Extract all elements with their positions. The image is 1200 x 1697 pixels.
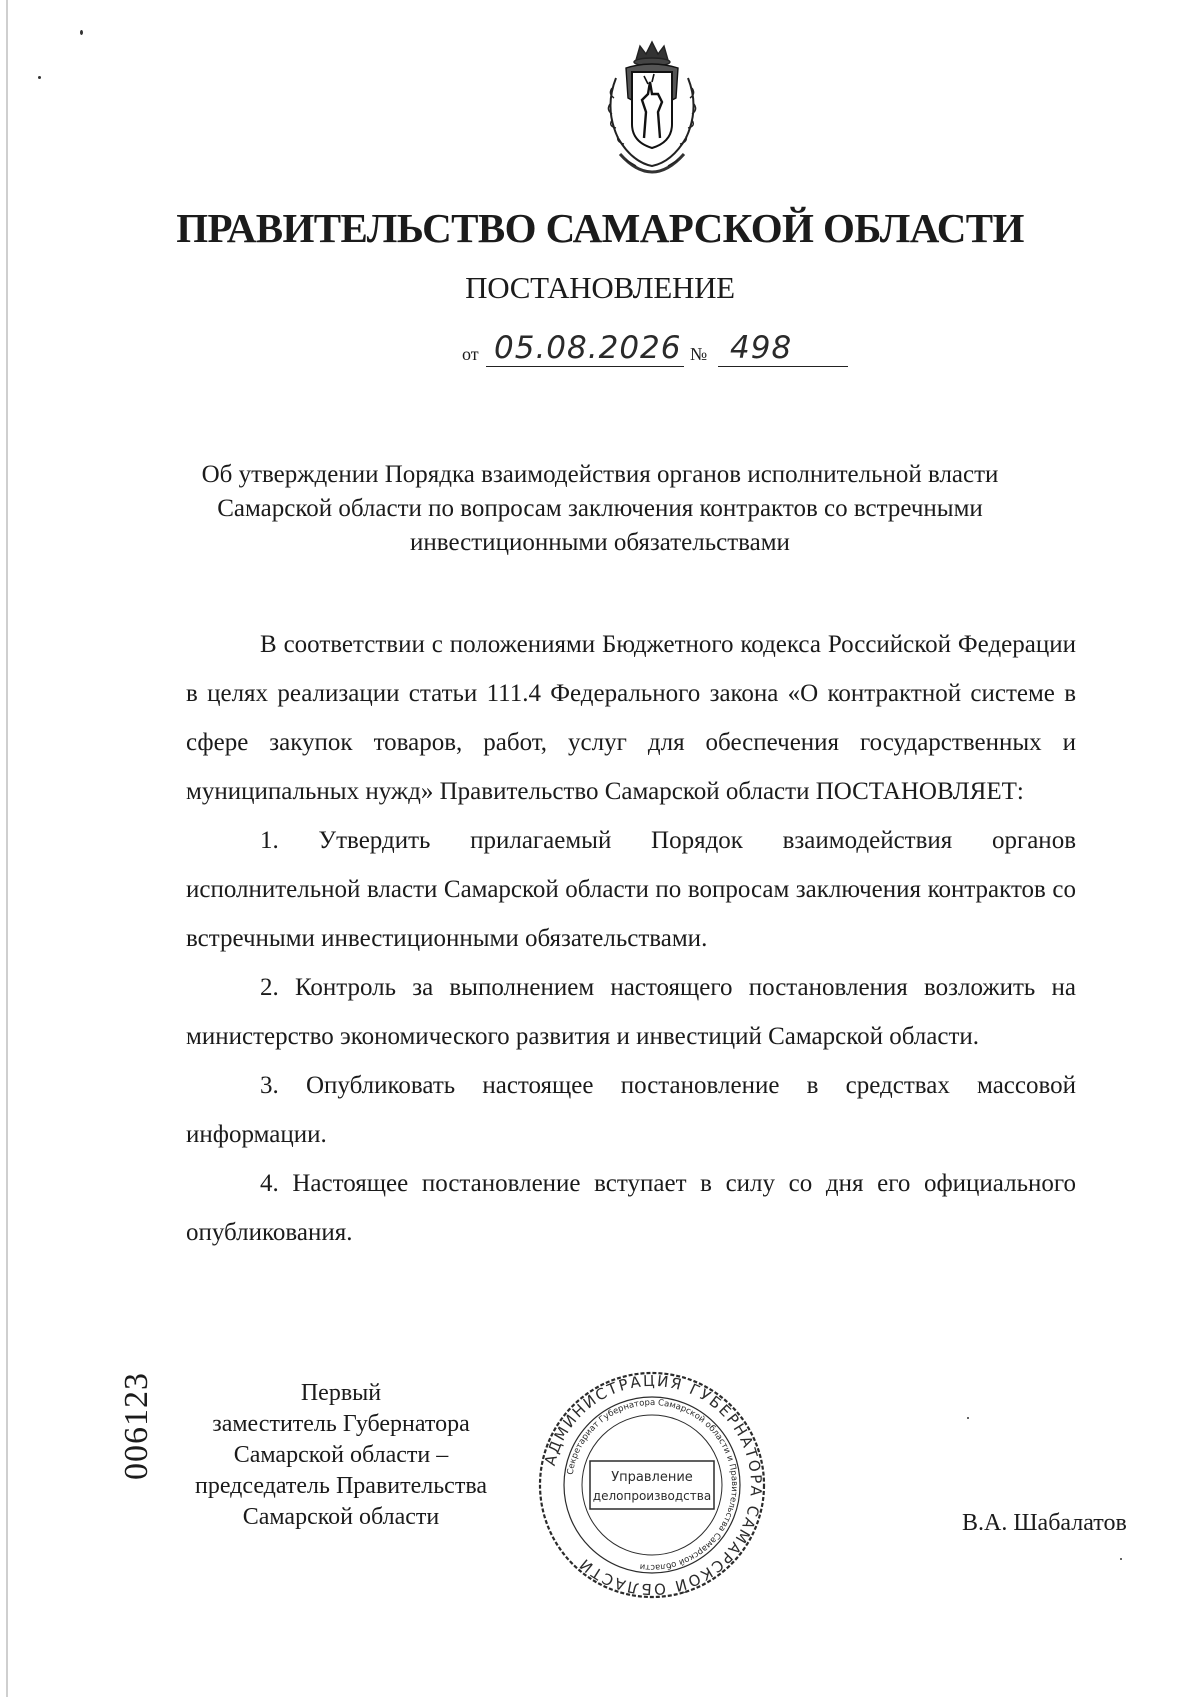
seal-inner-text: Секретариат Губернатора Самарской области и Правительства Самарской области (565, 1397, 740, 1573)
seal-center-line: делопроизводства (592, 1489, 712, 1503)
subject-line: инвестиционными обязательствами (410, 529, 790, 556)
government-title: ПРАВИТЕЛЬСТВО САМАРСКОЙ ОБЛАСТИ (176, 205, 1024, 251)
date-underline (486, 366, 684, 367)
scan-speck (80, 30, 83, 35)
item-paragraph: 1. Утвердить прилагаемый Порядок взаимодействия органов исполнительной власти Самарской области по вопросам заключения контрактов со встречными инвестиционными обязательствами. (186, 827, 1076, 952)
number-underline (718, 366, 848, 367)
scan-edge (6, 0, 8, 1697)
scan-speck (38, 76, 41, 79)
handwritten-number: 498 (730, 330, 793, 366)
signatory-title-line: Самарской области – (233, 1442, 449, 1468)
signatory-title-line: Первый (300, 1380, 382, 1406)
serial-number: 006123 (118, 1372, 155, 1480)
signatory-title (168, 1378, 514, 1533)
signatory-title-line: председатель Правительства (194, 1473, 487, 1499)
item-paragraph: 3. Опубликовать настоящее постановление в средствах массовой информации. (186, 1072, 1076, 1148)
document-body (186, 620, 1076, 1257)
scan-speck (1120, 1558, 1122, 1560)
date-number-line (462, 330, 862, 370)
handwritten-date: 05.08.2026 (494, 330, 682, 366)
samara-coat-of-arms-icon (596, 38, 708, 176)
item-paragraph: 2. Контроль за выполнением настоящего постановления возложить на министерство экономического развития и инвестиций Самарской области. (186, 974, 1076, 1050)
document-subject (150, 458, 1050, 560)
preamble-paragraph: В соответствии с положениями Бюджетного кодекса Российской Федерации в целях реализации статьи 111.4 Федерального закона «О контрактной системе в сфере закупок товаров, работ, услуг для обеспечения государственных и муниципальных нужд» Правительство Самарской области ПОСТАНОВЛЯЕТ: (186, 631, 1076, 805)
seal-center-line: Управление (611, 1470, 693, 1485)
scan-speck (967, 1417, 969, 1419)
subject-line: Самарской области по вопросам заключения контрактов со встречными (217, 495, 983, 522)
signatory-title-line: Самарской области (242, 1504, 440, 1530)
seal-outer-text: АДМИНИСТРАЦИЯ ГУБЕРНАТОРА САМАРСКОЙ ОБЛАСТИ (540, 1371, 766, 1599)
subject-line: Об утверждении Порядка взаимодействия органов исполнительной власти (201, 461, 999, 488)
number-prefix: № (690, 344, 708, 364)
item-paragraph: 4. Настоящее постановление вступает в силу со дня его официального опубликования. (186, 1170, 1076, 1246)
signatory-name: В.А. Шабалатов (962, 1510, 1127, 1536)
document-type: ПОСТАНОВЛЕНИЕ (465, 270, 735, 305)
date-prefix: от (462, 344, 479, 364)
official-seal-stamp (535, 1368, 769, 1602)
signatory-title-line: заместитель Губернатора (212, 1411, 470, 1437)
